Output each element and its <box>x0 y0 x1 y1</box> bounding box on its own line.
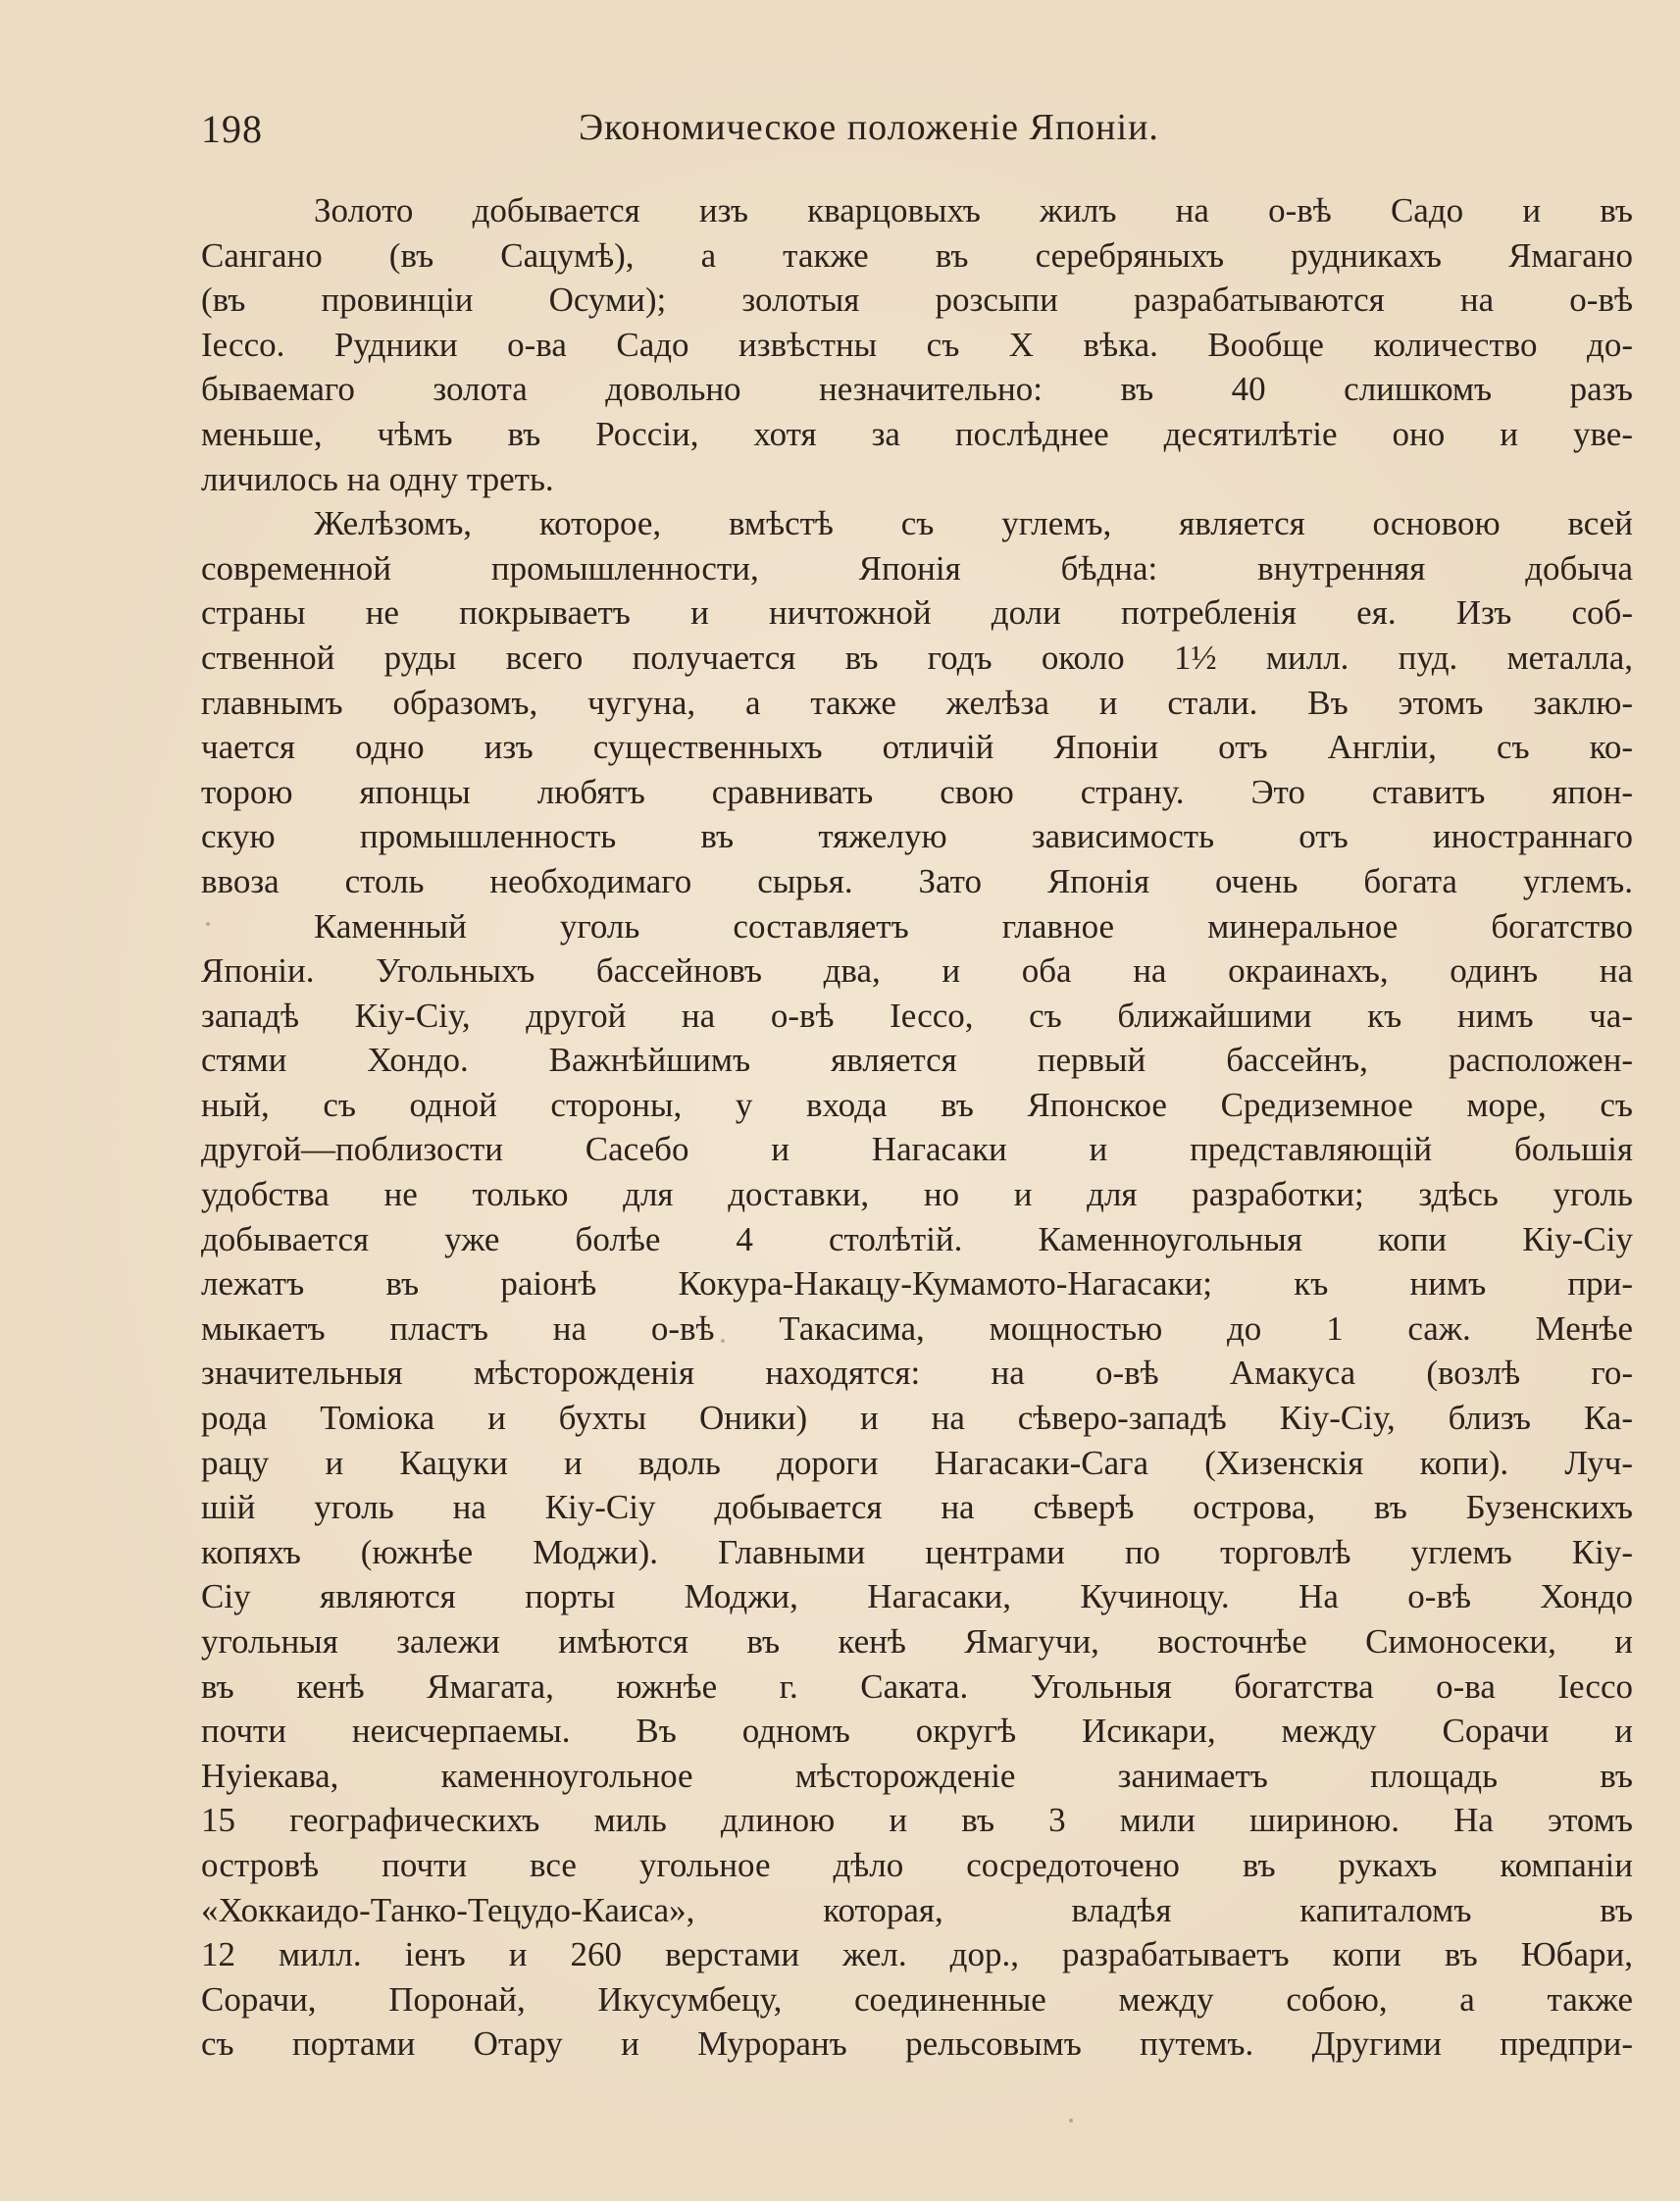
page-header <box>201 106 1633 161</box>
text-line: рацу и Кацуки и вдоль дороги Нагасаки-Сага (Хизенскія копи). Луч- <box>201 1443 1633 1482</box>
text-line: шій уголь на Кіу-Сіу добывается на сѣверѣ острова, въ Бузенскихъ <box>201 1488 1633 1527</box>
text-line: Сіу являются порты Моджи, Нагасаки, Кучиноцу. На о-вѣ Хондо <box>201 1577 1633 1616</box>
text-line: чается одно изъ существенныхъ отличій Японіи отъ Англіи, съ ко- <box>201 728 1633 767</box>
text-line: западѣ Кіу-Сіу, другой на о-вѣ Іессо, съ ближайшими къ нимъ ча- <box>201 996 1633 1035</box>
text-line: Іессо. Рудники о-ва Садо извѣстны съ X вѣка. Вообще количество до- <box>201 325 1633 364</box>
text-line: стями Хондо. Важнѣйшимъ является первый бассейнъ, расположен- <box>201 1041 1633 1080</box>
text-line: лежатъ въ раіонѣ Кокура-Накацу-Кумамото-Нагасаки; къ нимъ при- <box>201 1264 1633 1304</box>
text-line: мыкаетъ пластъ на о-вѣ Такасима, мощностью до 1 саж. Менѣе <box>201 1308 1633 1348</box>
text-line: островѣ почти все угольное дѣло сосредоточено въ рукахъ компаніи <box>201 1845 1633 1884</box>
text-line: меньше, чѣмъ въ Россіи, хотя за послѣднее десятилѣтіе оно и уве- <box>201 414 1633 453</box>
text-line: ввоза столь необходимаго сырья. Зато Японія очень богата углемъ. <box>201 861 1633 900</box>
text-line: Сорачи, Поронай, Икусумбецу, соединенные между собою, а также <box>201 1979 1633 2019</box>
text-line: Японіи. Угольныхъ бассейновъ два, и оба на окраинахъ, одинъ на <box>201 951 1633 991</box>
text-line: личилось на одну треть. <box>201 459 554 498</box>
page-number: 198 <box>201 107 263 151</box>
text-line: ный, съ одной стороны, у входа въ Японское Средиземное море, съ <box>201 1085 1633 1124</box>
text-line: добывается уже болѣе 4 столѣтій. Каменноугольныя копи Кіу-Сіу <box>201 1219 1633 1258</box>
text-line: ственной руды всего получается въ годъ около 1½ милл. пуд. металла, <box>201 638 1633 677</box>
text-line: рода Томіока и бухты Оники) и на сѣверо-западѣ Кіу-Сіу, близъ Ка- <box>201 1399 1633 1438</box>
paper-speck <box>721 1339 725 1343</box>
text-line: 12 милл. іенъ и 260 верстами жел. дор., разрабатываетъ копи въ Юбари, <box>201 1935 1633 1974</box>
text-line: Сангано (въ Сацумѣ), а также въ серебряныхъ рудникахъ Ямагано <box>201 235 1633 275</box>
text-line: значительныя мѣсторожденія находятся: на о-вѣ Амакуса (возлѣ го- <box>201 1354 1633 1393</box>
text-line: бываемаго золота довольно незначительно: въ 40 слишкомъ разъ <box>201 370 1633 409</box>
running-title: Экономическое положеніе Японіи. <box>579 107 1159 148</box>
text-line: «Хоккаидо-Танко-Тецудо-Каиса», которая, владѣя капиталомъ въ <box>201 1890 1633 1929</box>
text-line: страны не покрываетъ и ничтожной доли потребленія ея. Изъ соб- <box>201 593 1633 633</box>
text-line: скую промышленность въ тяжелую зависимость отъ иностраннаго <box>201 817 1633 856</box>
text-line: (въ провинціи Осуми); золотыя розсыпи разрабатываются на о-вѣ <box>201 281 1633 320</box>
text-line: копяхъ (южнѣе Моджи). Главными центрами по торговлѣ углемъ Кіу- <box>201 1532 1633 1571</box>
text-line: удобства не только для доставки, но и для разработки; здѣсь уголь <box>201 1175 1633 1214</box>
text-line: торою японцы любятъ сравнивать свою страну. Это ставитъ япон- <box>201 772 1633 811</box>
body-text <box>201 188 1633 2067</box>
text-line: почти неисчерпаемы. Въ одномъ округѣ Исикари, между Сорачи и <box>201 1712 1633 1751</box>
text-line: въ кенѣ Ямагата, южнѣе г. Саката. Угольныя богатства о-ва Іессо <box>201 1666 1633 1706</box>
paper-speck <box>206 922 210 926</box>
text-line: Каменный уголь составляетъ главное минеральное богатство <box>314 906 1633 946</box>
text-line: Нуіекава, каменноугольное мѣсторожденіе занимаетъ площадь въ <box>201 1756 1633 1795</box>
text-line: угольныя залежи имѣются въ кенѣ Ямагучи, восточнѣе Симоносеки, и <box>201 1622 1633 1661</box>
paper-speck <box>1069 2119 1073 2123</box>
text-line: главнымъ образомъ, чугуна, а также желѣза и стали. Въ этомъ заклю- <box>201 683 1633 722</box>
text-line: съ портами Отару и Муроранъ рельсовымъ путемъ. Другими предпри- <box>201 2024 1633 2064</box>
text-line: Золото добывается изъ кварцовыхъ жилъ на о-вѣ Садо и въ <box>314 191 1633 230</box>
text-line: другой—поблизости Сасебо и Нагасаки и представляющій большія <box>201 1130 1633 1169</box>
text-line: Желѣзомъ, которое, вмѣстѣ съ углемъ, является основою всей <box>314 504 1633 543</box>
text-line: 15 географическихъ миль длиною и въ 3 мили шириною. На этомъ <box>201 1801 1633 1840</box>
text-line: современной промышленности, Японія бѣдна: внутренняя добыча <box>201 548 1633 588</box>
